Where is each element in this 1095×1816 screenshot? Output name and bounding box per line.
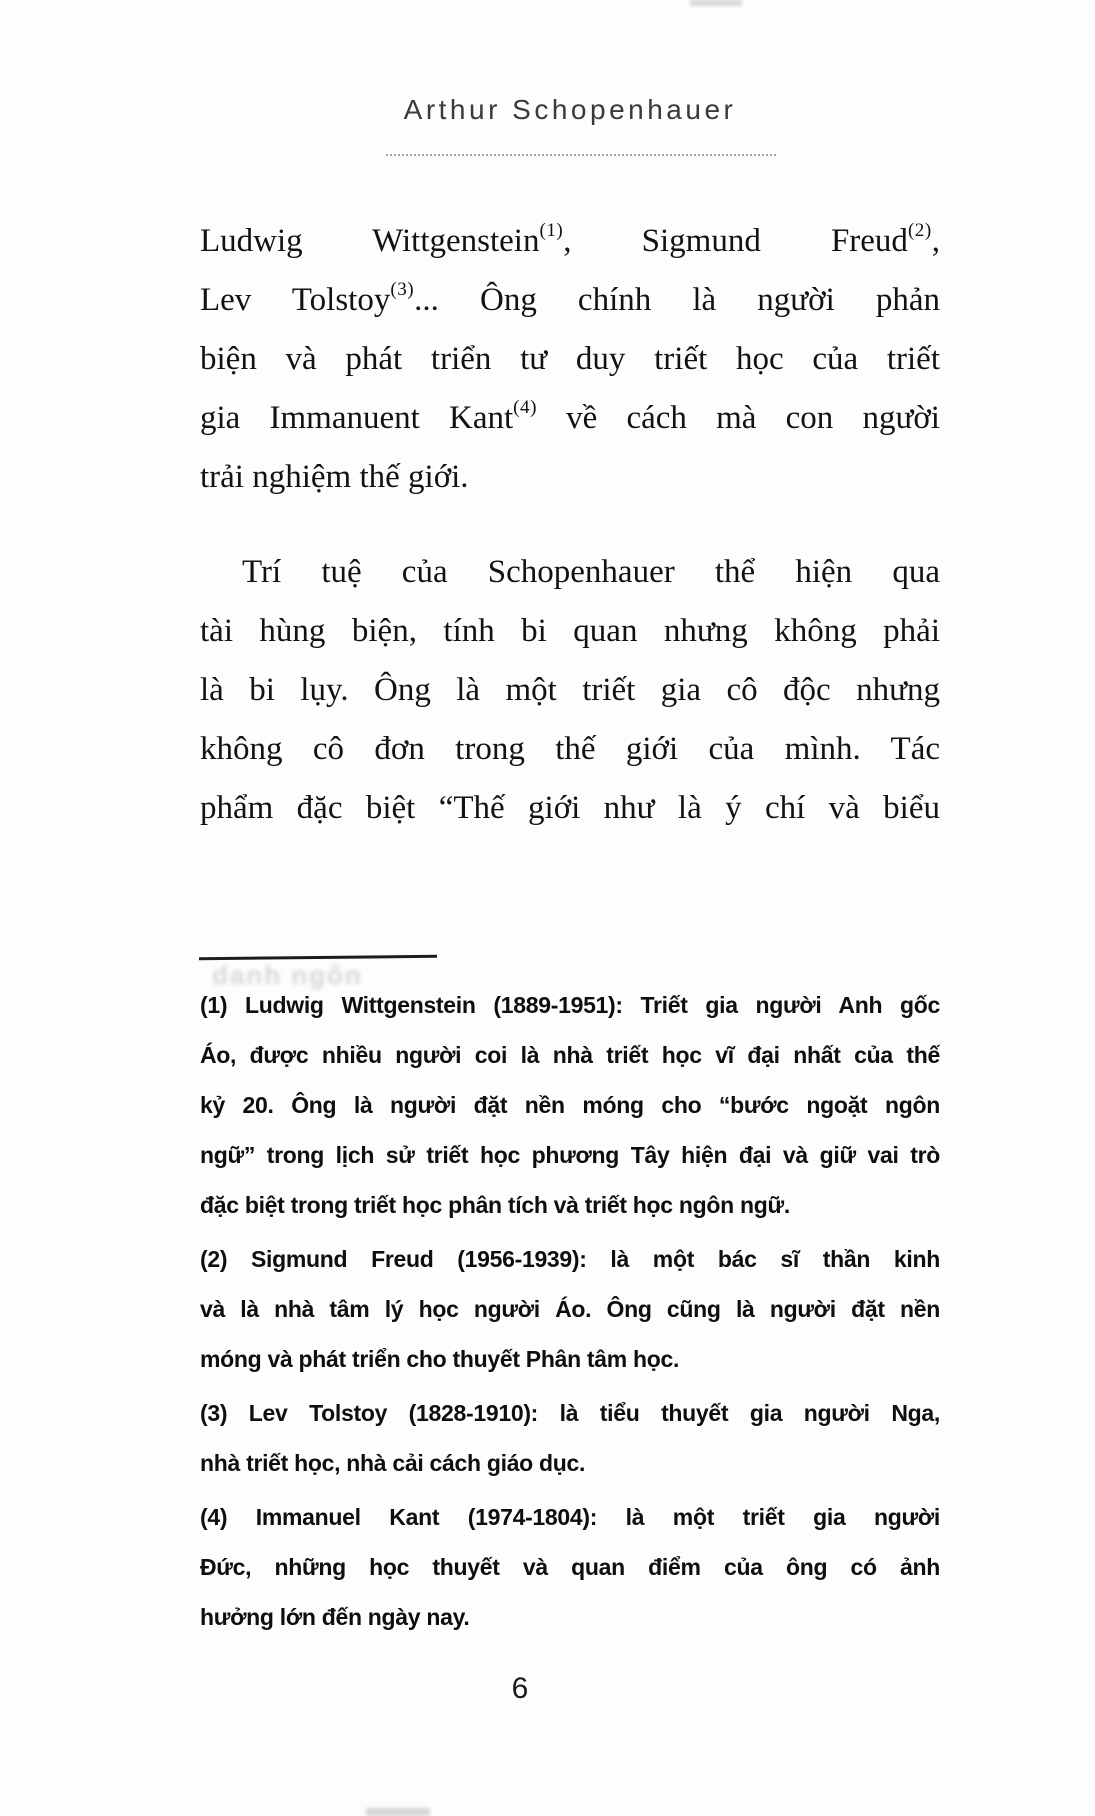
- paragraph-1: [200, 212, 940, 507]
- footnote-line: móng và phát triển cho thuyết Phân tâm học.: [200, 1346, 680, 1372]
- footnote-1: [200, 980, 940, 1230]
- footnote-line: Đức, những học thuyết và quan điểm của ông có ảnh: [200, 1554, 940, 1580]
- text-line: phẩm đặc biệt “Thế giới như là ý chí và biểu: [200, 790, 940, 826]
- footnote-line: (3) Lev Tolstoy (1828-1910): là tiểu thuyết gia người Nga,: [200, 1400, 940, 1426]
- text-line: không cô đơn trong thế giới của mình. Tác: [200, 731, 940, 767]
- text-line: là bi lụy. Ông là một triết gia cô độc nhưng: [200, 672, 940, 708]
- text-segment: về cách mà con người: [536, 400, 940, 436]
- footnote-ref-2: (2): [907, 219, 932, 241]
- text-segment: ... Ông chính là người phản: [414, 282, 940, 318]
- footnote-ref-3: (3): [390, 278, 415, 300]
- footnote-line: Áo, được nhiều người coi là nhà triết học vĩ đại nhất của thế: [200, 1042, 940, 1068]
- footnote-ref-4: (4): [513, 396, 537, 418]
- text-line: [200, 212, 940, 271]
- header-dotted-rule: [386, 154, 776, 156]
- footnote-line: hưởng lớn đến ngày nay.: [200, 1604, 470, 1630]
- footnote-line: ngữ” trong lịch sử triết học phương Tây hiện đại và giữ vai trò: [200, 1142, 940, 1168]
- main-text: [200, 212, 940, 838]
- text-segment: gia Immanuent Kant: [200, 400, 514, 436]
- paragraph-2: [200, 543, 940, 838]
- footnote-3: [200, 1388, 940, 1488]
- footnote-4: [200, 1492, 940, 1642]
- text-segment: ,: [931, 223, 940, 259]
- scan-artifact-top: [690, 0, 742, 6]
- text-segment: Lev Tolstoy: [200, 282, 391, 318]
- text-line: [200, 271, 940, 330]
- page-number: 6: [511, 1672, 529, 1705]
- text-segment: , Sigmund Freud: [563, 223, 908, 259]
- footnote-line: đặc biệt trong triết học phân tích và triết học ngôn ngữ.: [200, 1192, 790, 1218]
- text-line: tài hùng biện, tính bi quan nhưng không phải: [200, 613, 940, 649]
- running-header-title: Arthur Schopenhauer: [403, 94, 737, 125]
- text-line: trải nghiệm thế giới.: [200, 459, 469, 495]
- footnote-line: (4) Immanuel Kant (1974-1804): là một triết gia người: [200, 1504, 940, 1530]
- text-line: [200, 389, 940, 448]
- bleed-through-ghost-text: danh ngôn: [212, 960, 363, 990]
- footnote-line: và là nhà tâm lý học người Áo. Ông cũng là người đặt nền: [200, 1296, 940, 1322]
- text-line: biện và phát triển tư duy triết học của triết: [200, 341, 940, 377]
- footnotes-section: [200, 980, 940, 1642]
- footnote-line: nhà triết học, nhà cải cách giáo dục.: [200, 1450, 586, 1476]
- text-line: Trí tuệ của Schopenhauer thể hiện qua: [242, 554, 940, 590]
- footnote-2: [200, 1234, 940, 1384]
- text-segment: Ludwig Wittgenstein: [200, 223, 540, 259]
- footnote-ref-1: (1): [539, 219, 564, 241]
- footnote-line: (1) Ludwig Wittgenstein (1889-1951): Triết gia người Anh gốc: [200, 992, 940, 1018]
- footnote-line: (2) Sigmund Freud (1956-1939): là một bác sĩ thần kinh: [200, 1246, 940, 1272]
- scan-artifact-bottom: [366, 1808, 430, 1816]
- footnote-line: kỷ 20. Ông là người đặt nền móng cho “bước ngoặt ngôn: [200, 1092, 940, 1118]
